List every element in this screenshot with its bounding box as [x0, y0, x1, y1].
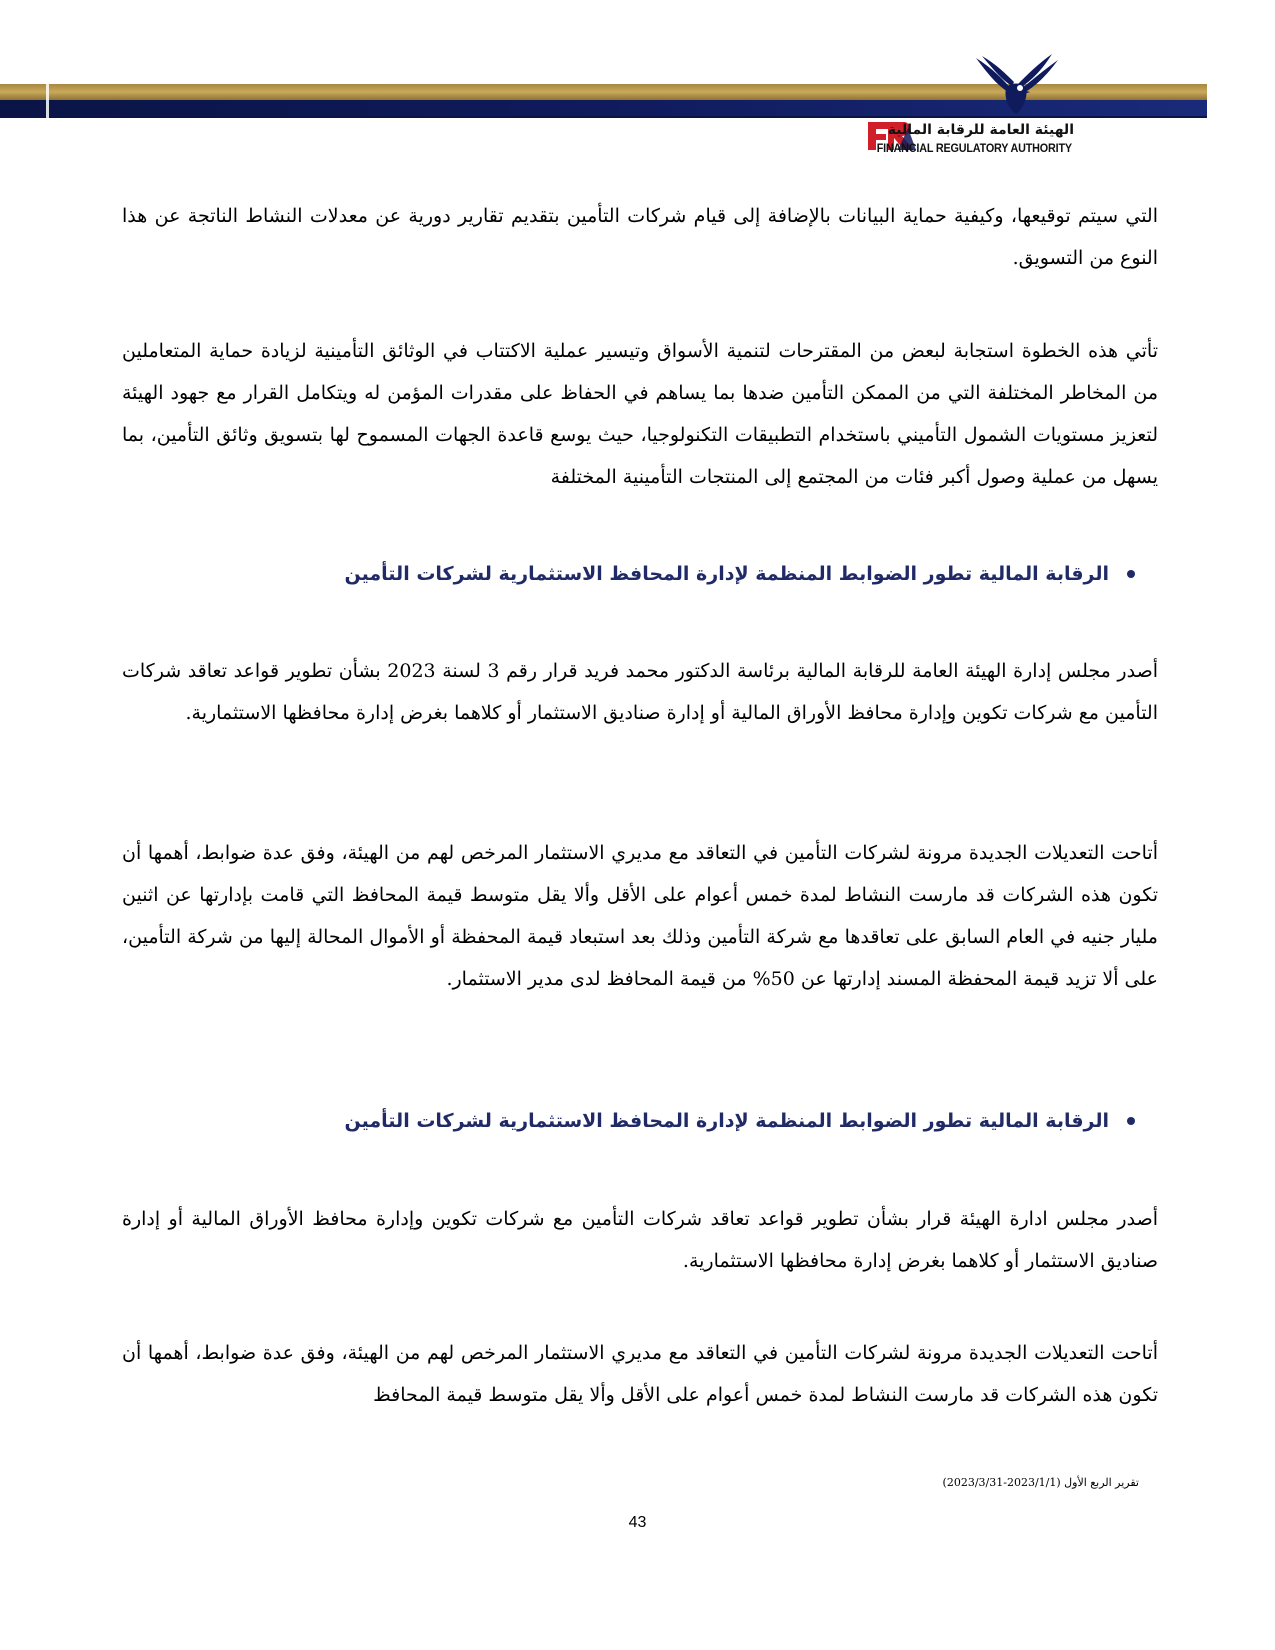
paragraph-6: أتاحت التعديلات الجديدة مرونة لشركات التأمين في التعاقد مع مديري الاستثمار المرخص لهم من الهيئة، وفق عدة ضوابط، أهمها أن تكون هذه الشركات قد مارست النشاط لمدة خمس أعوام على الأقل وألا يقل متوسط قيمة المحافظ: [122, 1342, 1158, 1406]
page-number: 43: [628, 1514, 647, 1531]
bullet-icon: [1127, 570, 1135, 578]
eagle-icon: [948, 52, 1078, 122]
logo-arabic-text: الهيئة العامة للرقابة المالية: [887, 122, 1074, 138]
bullet-icon: [1127, 1117, 1135, 1125]
logo-english-text: FINANCIAL REGULATORY AUTHORITY: [876, 141, 1072, 155]
header-band-divider: [46, 84, 49, 118]
section-heading-text: الرقابة المالية تطور الضوابط المنظمة لإدارة المحافظ الاستثمارية لشركات التأمين: [344, 1110, 1109, 1132]
section-heading-text: الرقابة المالية تطور الضوابط المنظمة لإدارة المحافظ الاستثمارية لشركات التأمين: [344, 563, 1109, 585]
paragraph-5: أصدر مجلس ادارة الهيئة قرار بشأن تطوير قواعد تعاقد شركات التأمين مع شركات تكوين وإدارة محافظ الأوراق المالية أو إدارة صناديق الاستثمار أو كلاهما بغرض إدارة محافظها الاستثمارية.: [122, 1208, 1158, 1272]
paragraph-2: تأتي هذه الخطوة استجابة لبعض من المقترحات لتنمية الأسواق وتيسير عملية الاكتتاب في الوثائق التأمينية لزيادة حماية المتعاملين من المخاطر المختلفة التي من الممكن التأمين ضدها بما يساهم في الحفاظ على مقدرات المؤمن له ويتكامل القرار مع جهود الهيئة لتعزيز مستويات الشمول التأميني باستخدام التطبيقات التكنولوجيا، حيث يوسع قاعدة الجهات المسموح لها بتسويق وثائق التأمين، بما يسهل من عملية وصول أكبر فئات من المجتمع إلى المنتجات التأمينية المختلفة: [122, 340, 1158, 488]
paragraph-1: التي سيتم توقيعها، وكيفية حماية البيانات بالإضافة إلى قيام شركات التأمين بتقديم تقارير دورية عن معدلات النشاط الناتجة عن هذا النوع من التسويق.: [122, 205, 1158, 269]
fra-logo: [858, 52, 1128, 162]
section-heading-1: [345, 563, 1135, 585]
paragraph-3: أصدر مجلس إدارة الهيئة العامة للرقابة المالية برئاسة الدكتور محمد فريد قرار رقم 3 لسنة 2023 بشأن تطوير قواعد تعاقد شركات التأمين مع شركات تكوين وإدارة محافظ الأوراق المالية أو إدارة صناديق الاستثمار أو كلاهما بغرض إدارة محافظها الاستثمارية.: [122, 660, 1158, 724]
report-footnote: تقرير الربع الأول (2023/1/1-2023/3/31): [942, 1476, 1139, 1489]
paragraph-4: أتاحت التعديلات الجديدة مرونة لشركات التأمين في التعاقد مع مديري الاستثمار المرخص لهم من الهيئة، وفق عدة ضوابط، أهمها أن تكون هذه الشركات قد مارست النشاط لمدة خمس أعوام على الأقل وألا يقل متوسط قيمة المحافظ التي قامت بإدارتها عن اثنين مليار جنيه في العام السابق على تعاقدها مع شركة التأمين وذلك بعد استبعاد قيمة المحفظة أو الأموال المحالة إليها من شركة التأمين، على ألا تزيد قيمة المحفظة المسند إدارتها عن 50% من قيمة المحافظ لدى مدير الاستثمار.: [122, 842, 1158, 990]
section-heading-2: [345, 1110, 1135, 1132]
